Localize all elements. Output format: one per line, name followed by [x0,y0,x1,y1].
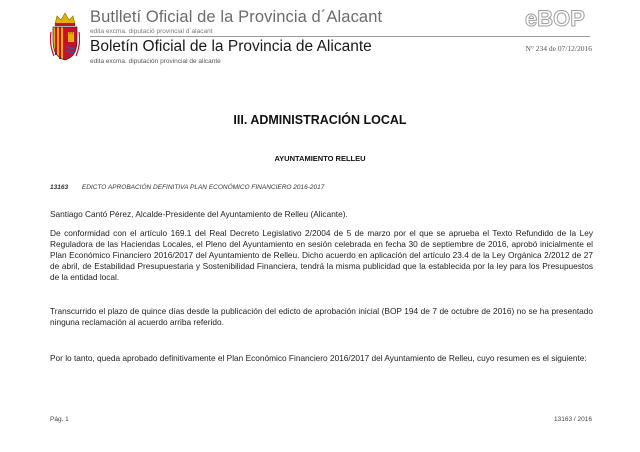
edict-reference: 13163 / 2016 [554,416,592,423]
page-number: Pág. 1 [50,416,69,423]
edict-title: EDICTO APROBACIÓN DEFINITIVA PLAN ECONÓMICO FINANCIERO 2016-2017 [81,184,325,191]
paragraph-legal-basis: De conformidad con el artículo 169.1 del Real Decreto Legislativo 2/2004 de 5 de marzo por el que se aprueba el Texto Refundido de la Ley Reguladora de las Haciendas Locales, el Pleno del Ayuntamiento en sesión celebrada en fecha 30 de septiembre de 2016, aprobó inicialmente el Plan Económico Financiero 2016/2017 del Ayuntamiento de Relleu. Dicho acuerdo en aplicación del artículo 23.4 de la Ley Orgánica 2/2012 de 27 de abril, de Estabilidad Presupuestaria y Sostenibilidad Financiera, tendrá la misma publicidad que la establecida por la ley para los Presupuestos de la entidad local. [50,228,593,282]
paragraph-no-claims: Transcurrido el plazo de quince días desde la publicación del edicto de aprobación inicial (BOP 194 de 7 de octubre de 2016) no se ha presentado ninguna reclamación al acuerdo arriba referido. [50,306,593,327]
ebop-logo-text: eBOP [525,6,585,31]
section-title: III. ADMINISTRACIÓN LOCAL [233,113,407,127]
entity-name: AYUNTAMIENTO RELLEU [274,154,366,163]
edict-id: 13163 [50,184,69,191]
publisher-spanish: edita excma. diputación provincial de alicante [90,58,221,65]
provincial-coat-of-arms-icon [50,10,80,70]
publisher-valencian: edita excma. diputació provincial d´alacant [90,28,213,35]
bulletin-title-valencian: Butlletí Oficial de la Provincia d´Alacant [90,8,383,26]
issue-number-date: N° 234 de 07/12/2016 [525,44,592,53]
paragraph-final-approval: Por lo tanto, queda aprobado definitivamente el Plan Económico Financiero 2016/2017 del Ayuntamiento de Relleu, cuyo resumen es el siguiente: [50,353,587,363]
header-divider [90,36,590,37]
bulletin-title-spanish: Boletín Oficial de la Provincia de Alicante [90,38,372,55]
edict-heading [50,184,324,191]
ebop-logo [518,4,592,32]
paragraph-signatory: Santiago Cantó Pérez, Alcalde-Presidente del Ayuntamiento de Relleu (Alicante). [50,209,348,219]
